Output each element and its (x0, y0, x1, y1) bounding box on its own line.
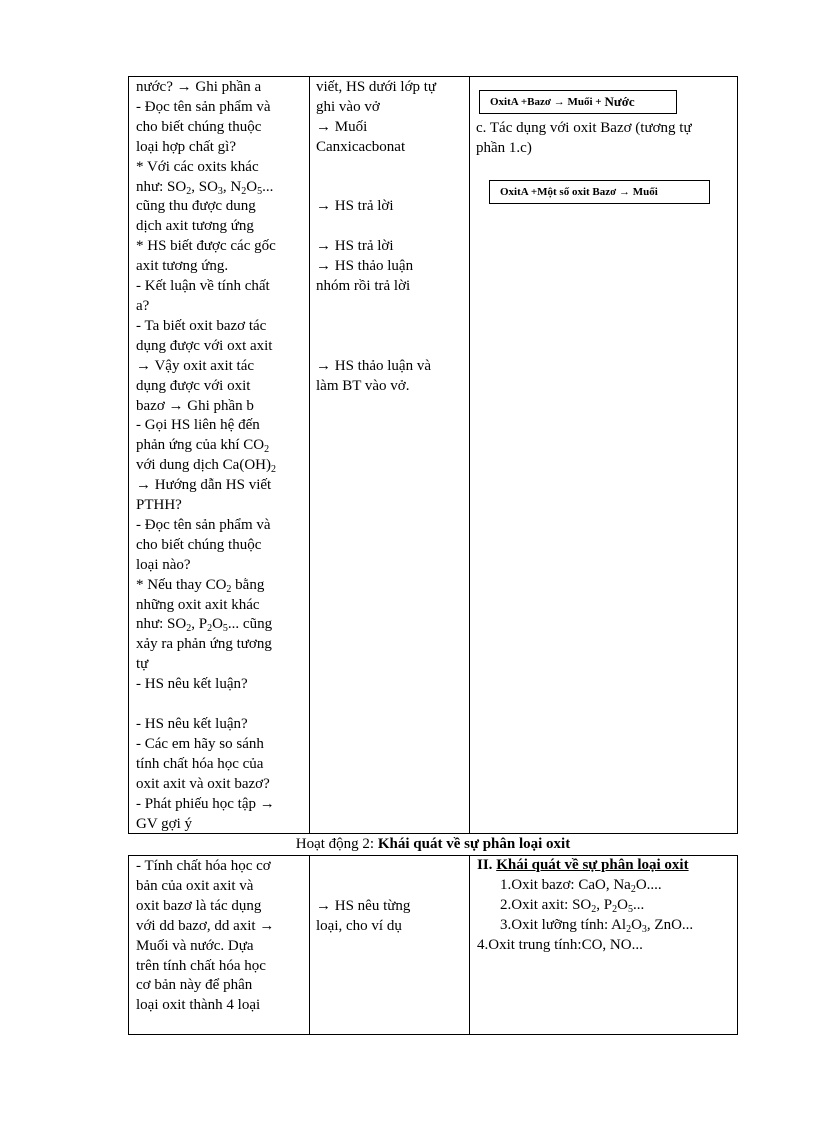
teacher-activity-line: - Gọi HS liên hệ đến (136, 417, 260, 434)
teacher-activity-line: * HS biết được các gốc (136, 238, 276, 255)
oxide-type-3: 3.Oxit lưỡng tính: $Al_2O_3$, ZnO... (500, 916, 694, 935)
teacher-activity-line: → Hướng dẫn HS viết (136, 477, 272, 494)
teacher-activity-line: nước? → Ghi phần a (136, 79, 262, 95)
oxide-classification-heading: II. Khái quát về sự phân loại oxit (477, 857, 689, 873)
activity2-heading: Hoạt động 2: Khái quát về sự phân loại oxit (295, 836, 571, 852)
teacher-activity-line: PTHH? (136, 497, 182, 514)
teacher-activity-line: Muối và nước. Dựa (136, 937, 254, 954)
teacher-activity-line: tự (136, 656, 149, 673)
teacher-activity-line: → Vậy oxit axit tác (136, 357, 255, 374)
teacher-activity-line: cũng thu được dung (136, 198, 256, 215)
teacher-activity-line: loại nào? (136, 556, 191, 573)
teacher-activity-line: bản của oxit axit và (136, 877, 254, 894)
teacher-activity-line: dịch axit tương ứng (136, 218, 254, 235)
teacher-activity-line: - Kết luận về tính chất (136, 278, 270, 295)
teacher-activity-line: - Phát phiếu học tập → (136, 795, 275, 812)
teacher-activity-line: oxit axit và oxit bazơ? (136, 775, 270, 792)
teacher-activity-line: - HS nêu kết luận? (136, 715, 248, 732)
section2-student-column (309, 855, 469, 1035)
teacher-activity-line: - Ta biết oxit bazơ tác (136, 317, 267, 334)
student-activity-line: ghi vào vở (316, 98, 380, 115)
teacher-activity-line: với dd bazơ, dd axit → (136, 917, 275, 934)
teacher-activity-line: oxit bazơ là tác dụng (136, 897, 262, 914)
teacher-activity-line: như: $SO_2$, $SO_3$, $N_2O_5$... (136, 178, 274, 197)
teacher-activity-line: axit tương ứng. (136, 258, 229, 275)
student-activity-line: nhóm rồi trả lời (316, 278, 411, 295)
student-activity-line: → Muối (316, 118, 368, 135)
student-activity-line (316, 317, 469, 337)
teacher-activity-line: GV gợi ý (136, 815, 192, 832)
teacher-activity-line: tính chất hóa học của (136, 755, 264, 772)
student-activity-line: → HS thảo luận và (316, 357, 431, 374)
student-activity-line (316, 297, 469, 317)
student-activity-line: → HS nêu từng (316, 897, 411, 914)
teacher-activity-line: cho biết chúng thuộc (136, 536, 262, 553)
student-activity-line (316, 217, 469, 237)
teacher-activity-line: - Đọc tên sản phẩm và (136, 98, 271, 115)
section2-teacher-column (128, 855, 309, 1035)
oxide-type-4: 4.Oxit trung tính:CO, NO... (477, 936, 643, 953)
student-activity-line: → HS thảo luận (316, 258, 414, 275)
teacher-activity-line: xảy ra phản ứng tương (136, 636, 272, 653)
oxide-type-1: 1.Oxit bazơ: CaO, $Na_2O$.... (500, 876, 662, 895)
section1-student-column (309, 76, 469, 834)
student-activity-line: → HS trả lời (316, 238, 394, 255)
student-activity-line (316, 877, 469, 897)
teacher-activity-line: phản ứng của khí $CO_2$ (136, 437, 270, 456)
section1-teacher-column (128, 76, 309, 834)
teacher-activity-line: - HS nêu kết luận? (136, 676, 248, 693)
teacher-activity-line: * Nếu thay $CO_2$ bằng (136, 576, 265, 595)
oxide-type-2: 2.Oxit axit: $SO_2$, $P_2O_5$... (500, 896, 645, 915)
section2-content-column (469, 855, 738, 1035)
student-activity-line (316, 857, 469, 877)
teacher-activity-line: loại oxit thành 4 loại (136, 997, 261, 1014)
teacher-activity-line: - Đọc tên sản phẩm và (136, 516, 271, 533)
teacher-activity-line (136, 695, 309, 715)
teacher-activity-line: - Tính chất hóa học cơ (136, 858, 271, 874)
formula-acid-oxide-basic-oxide: OxitA +Một số oxit Bazơ → Muối (489, 180, 710, 204)
teacher-activity-line: - Các em hãy so sánh (136, 735, 264, 752)
teacher-activity-line: như: $SO_2$, $P_2O_5$... cũng (136, 616, 273, 635)
student-activity-line: làm BT vào vở. (316, 377, 410, 394)
teacher-activity-line: * Với các oxits khác (136, 158, 259, 175)
teacher-activity-line: cơ bản này để phân (136, 977, 253, 994)
teacher-activity-line: với dung dịch $Ca(OH)_2$ (136, 457, 276, 476)
teacher-activity-line: dụng được với oxit (136, 377, 251, 394)
student-activity-line (316, 158, 469, 178)
formula-acid-oxide-base: OxitA +Bazơ → Muối + Nước (479, 90, 677, 114)
teacher-activity-line: a? (136, 297, 150, 314)
teacher-activity-line: những oxit axit khác (136, 596, 260, 613)
teacher-activity-line: cho biết chúng thuộc (136, 118, 262, 135)
student-activity-line (316, 337, 469, 357)
content-text: c. Tác dụng với oxit Bazơ (tương tự phần 1.c) (476, 120, 692, 156)
teacher-activity-line: trên tính chất hóa học (136, 957, 266, 974)
teacher-activity-line: dụng được với oxt axit (136, 337, 273, 354)
teacher-activity-line: bazơ → Ghi phần b (136, 397, 254, 414)
student-activity-line: Canxicacbonat (316, 138, 406, 155)
student-activity-line: viết, HS dưới lớp tự (316, 79, 437, 95)
student-activity-line: → HS trả lời (316, 198, 394, 215)
student-activity-line: loại, cho ví dụ (316, 917, 402, 934)
teacher-activity-line: loại hợp chất gì? (136, 138, 236, 155)
student-activity-line (316, 178, 469, 198)
